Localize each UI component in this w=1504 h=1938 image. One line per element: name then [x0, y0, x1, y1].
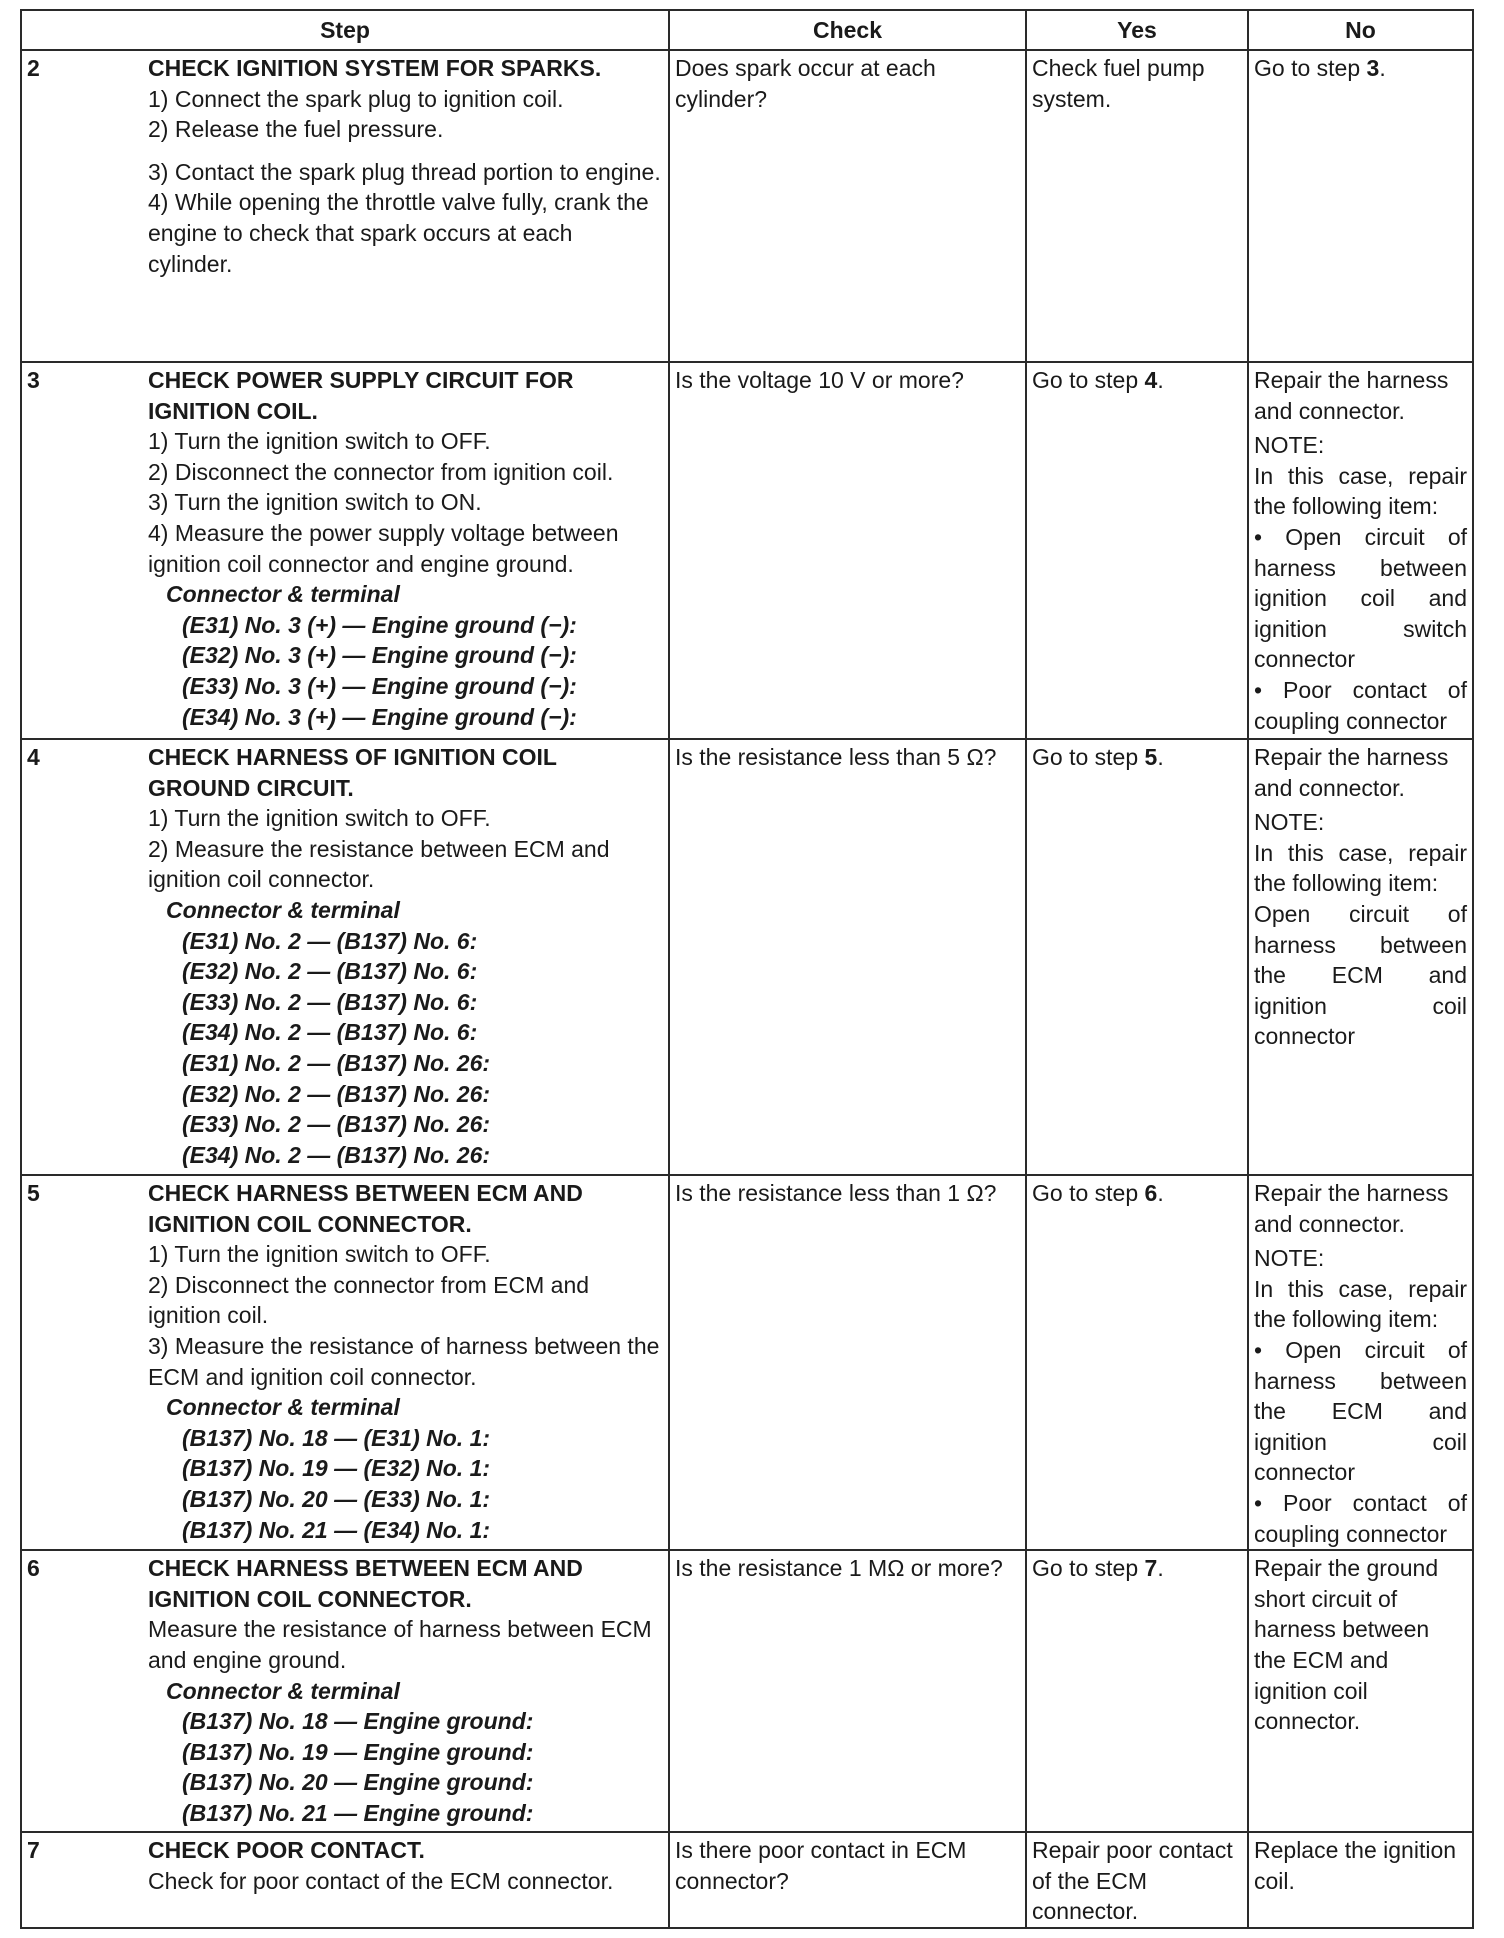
- step-instruction: 2) Disconnect the connector from ignition coil.: [148, 458, 614, 485]
- yes-text: Go to step: [1032, 1555, 1145, 1582]
- step-title: CHECK HARNESS BETWEEN ECM AND IGNITION COIL CONNECTOR.: [148, 1180, 583, 1237]
- connector-label: Connector & terminal: [166, 1677, 400, 1704]
- goto-step-link: 4: [1144, 367, 1158, 393]
- terminal-pair: (B137) No. 20 — Engine ground:: [182, 1769, 534, 1796]
- yes-suffix: .: [1157, 1180, 1164, 1206]
- yes-cell: [1026, 1550, 1248, 1832]
- note-label: NOTE:: [1254, 809, 1325, 836]
- note-item: • Poor contact of coupling connector: [1254, 1489, 1467, 1547]
- step-row-5: [21, 1175, 1473, 1550]
- header-no: No: [1248, 10, 1473, 50]
- goto-step-link: 5: [1144, 744, 1158, 770]
- yes-text: Go to step: [1032, 1180, 1145, 1206]
- check-cell: Is the voltage 10 V or more?: [669, 362, 1026, 739]
- no-cell: Repair the ground short circuit of harness between the ECM and ignition coil connector.: [1248, 1550, 1473, 1832]
- terminal-pair: (B137) No. 18 — Engine ground:: [182, 1708, 534, 1735]
- step-row-6: [21, 1550, 1473, 1832]
- step-row-7: [21, 1832, 1473, 1928]
- terminal-pair: (E34) No. 2 — (B137) No. 26:: [182, 1141, 491, 1168]
- no-cell: [1248, 739, 1473, 1175]
- check-cell: Does spark occur at each cylinder?: [669, 50, 1026, 362]
- step-title: CHECK HARNESS BETWEEN ECM AND IGNITION COIL CONNECTOR.: [148, 1555, 583, 1612]
- terminal-pair: (E32) No. 2 — (B137) No. 6:: [182, 958, 478, 985]
- connector-label: Connector & terminal: [166, 896, 400, 923]
- step-cell: [21, 1832, 669, 1928]
- note-item: • Open circuit of harness between the ECM and ignition coil connector: [1254, 1336, 1467, 1486]
- step-number: 5: [27, 1180, 40, 1206]
- terminal-pair: (E31) No. 3 (+) — Engine ground (−):: [182, 611, 577, 638]
- no-main: Repair the harness and connector.: [1254, 1180, 1449, 1237]
- yes-cell: Check fuel pump system.: [1026, 50, 1248, 362]
- no-cell: Replace the ignition coil.: [1248, 1832, 1473, 1928]
- terminal-pair: (E34) No. 3 (+) — Engine ground (−):: [182, 703, 577, 730]
- note-intro: In this case, repair the following item:: [1254, 839, 1467, 897]
- note-item: • Poor contact of coupling connector: [1254, 676, 1467, 734]
- terminal-pair: (B137) No. 19 — Engine ground:: [182, 1738, 534, 1765]
- step-instruction: 3) Contact the spark plug thread portion to engine.: [148, 158, 661, 185]
- header-yes: Yes: [1026, 10, 1248, 50]
- step-cell: [21, 50, 669, 362]
- step-row-3: [21, 362, 1473, 739]
- no-cell: [1248, 362, 1473, 739]
- connector-label: Connector & terminal: [166, 581, 400, 608]
- terminal-pair: (E31) No. 2 — (B137) No. 26:: [182, 1049, 491, 1076]
- no-suffix: .: [1379, 55, 1386, 81]
- step-instruction: Measure the resistance of harness between ECM and engine ground.: [148, 1616, 652, 1673]
- step-instruction: 2) Measure the resistance between ECM and ignition coil connector.: [148, 835, 610, 893]
- note-label: NOTE:: [1254, 1245, 1325, 1272]
- check-cell: Is there poor contact in ECM connector?: [669, 1832, 1026, 1928]
- header-step: Step: [21, 10, 669, 50]
- step-title: CHECK HARNESS OF IGNITION COIL GROUND CIRCUIT.: [148, 744, 557, 801]
- terminal-pair: (B137) No. 19 — (E32) No. 1:: [182, 1455, 491, 1482]
- goto-step-link: 7: [1144, 1555, 1158, 1582]
- step-instruction: 4) While opening the throttle valve fully, crank the engine to check that spark occurs at each cylinder.: [148, 189, 649, 277]
- yes-text: Go to step: [1032, 367, 1145, 393]
- yes-cell: [1026, 362, 1248, 739]
- goto-step-link: 6: [1144, 1180, 1158, 1206]
- header-check: Check: [669, 10, 1026, 50]
- check-cell: Is the resistance less than 1 Ω?: [669, 1175, 1026, 1550]
- yes-suffix: .: [1157, 744, 1164, 770]
- step-cell: [21, 739, 669, 1175]
- step-row-2: [21, 50, 1473, 362]
- step-instruction: 2) Disconnect the connector from ECM and ignition coil.: [148, 1271, 590, 1329]
- no-cell: [1248, 1175, 1473, 1550]
- step-instruction: 1) Turn the ignition switch to OFF.: [148, 1241, 491, 1268]
- step-number: 6: [27, 1555, 40, 1582]
- step-number: 2: [27, 55, 40, 81]
- terminal-pair: (E33) No. 3 (+) — Engine ground (−):: [182, 672, 577, 699]
- step-cell: [21, 1175, 669, 1550]
- step-instruction: 1) Turn the ignition switch to OFF.: [148, 805, 491, 832]
- terminal-pair: (B137) No. 20 — (E33) No. 1:: [182, 1485, 491, 1512]
- terminal-pair: (E33) No. 2 — (B137) No. 26:: [182, 1111, 491, 1138]
- yes-text: Go to step: [1032, 744, 1145, 770]
- yes-cell: [1026, 1175, 1248, 1550]
- terminal-pair: (B137) No. 18 — (E31) No. 1:: [182, 1424, 491, 1451]
- step-instruction: 1) Connect the spark plug to ignition coil.: [148, 85, 564, 112]
- note-intro: In this case, repair the following item:: [1254, 1275, 1467, 1333]
- step-instruction: 4) Measure the power supply voltage between ignition coil connector and engine ground.: [148, 519, 619, 577]
- step-title: CHECK IGNITION SYSTEM FOR SPARKS.: [148, 55, 602, 81]
- step-number: 3: [27, 367, 40, 393]
- terminal-pair: (E32) No. 2 — (B137) No. 26:: [182, 1080, 491, 1107]
- step-cell: [21, 362, 669, 739]
- no-main: Repair the harness and connector.: [1254, 744, 1449, 801]
- step-number: 4: [27, 744, 40, 770]
- yes-suffix: .: [1157, 367, 1164, 393]
- connector-label: Connector & terminal: [166, 1394, 400, 1421]
- no-text: Go to step: [1254, 55, 1367, 81]
- step-number: 7: [27, 1837, 40, 1864]
- step-instruction: 3) Turn the ignition switch to ON.: [148, 489, 482, 516]
- terminal-pair: (B137) No. 21 — Engine ground:: [182, 1799, 534, 1826]
- terminal-pair: (E32) No. 3 (+) — Engine ground (−):: [182, 642, 577, 669]
- note-intro: In this case, repair the following item:: [1254, 462, 1467, 520]
- check-cell: Is the resistance less than 5 Ω?: [669, 739, 1026, 1175]
- no-main: Repair the harness and connector.: [1254, 367, 1449, 424]
- terminal-pair: (E33) No. 2 — (B137) No. 6:: [182, 988, 478, 1015]
- step-instruction: 2) Release the fuel pressure.: [148, 116, 444, 143]
- step-row-4: [21, 739, 1473, 1175]
- step-instruction: Check for poor contact of the ECM connector.: [148, 1867, 614, 1894]
- header-row: [21, 10, 1473, 50]
- step-instruction: 1) Turn the ignition switch to OFF.: [148, 428, 491, 455]
- yes-cell: [1026, 739, 1248, 1175]
- diagnostic-table: [20, 9, 1474, 1929]
- terminal-pair: (E31) No. 2 — (B137) No. 6:: [182, 927, 478, 954]
- yes-suffix: .: [1157, 1555, 1164, 1582]
- check-cell: Is the resistance 1 MΩ or more?: [669, 1550, 1026, 1832]
- step-instruction: 3) Measure the resistance of harness between the ECM and ignition coil connector.: [148, 1332, 660, 1390]
- terminal-pair: (B137) No. 21 — (E34) No. 1:: [182, 1516, 491, 1543]
- note-item: Open circuit of harness between the ECM and ignition coil connector: [1254, 900, 1467, 1050]
- note-label: NOTE:: [1254, 432, 1325, 459]
- no-cell: [1248, 50, 1473, 362]
- yes-cell: Repair poor contact of the ECM connector.: [1026, 1832, 1248, 1928]
- step-cell: [21, 1550, 669, 1832]
- goto-step-link: 3: [1366, 55, 1380, 81]
- step-title: CHECK POWER SUPPLY CIRCUIT FOR IGNITION COIL.: [148, 367, 574, 424]
- step-title: CHECK POOR CONTACT.: [148, 1837, 425, 1864]
- terminal-pair: (E34) No. 2 — (B137) No. 6:: [182, 1019, 478, 1046]
- note-item: • Open circuit of harness between ignition coil and ignition switch connector: [1254, 523, 1467, 673]
